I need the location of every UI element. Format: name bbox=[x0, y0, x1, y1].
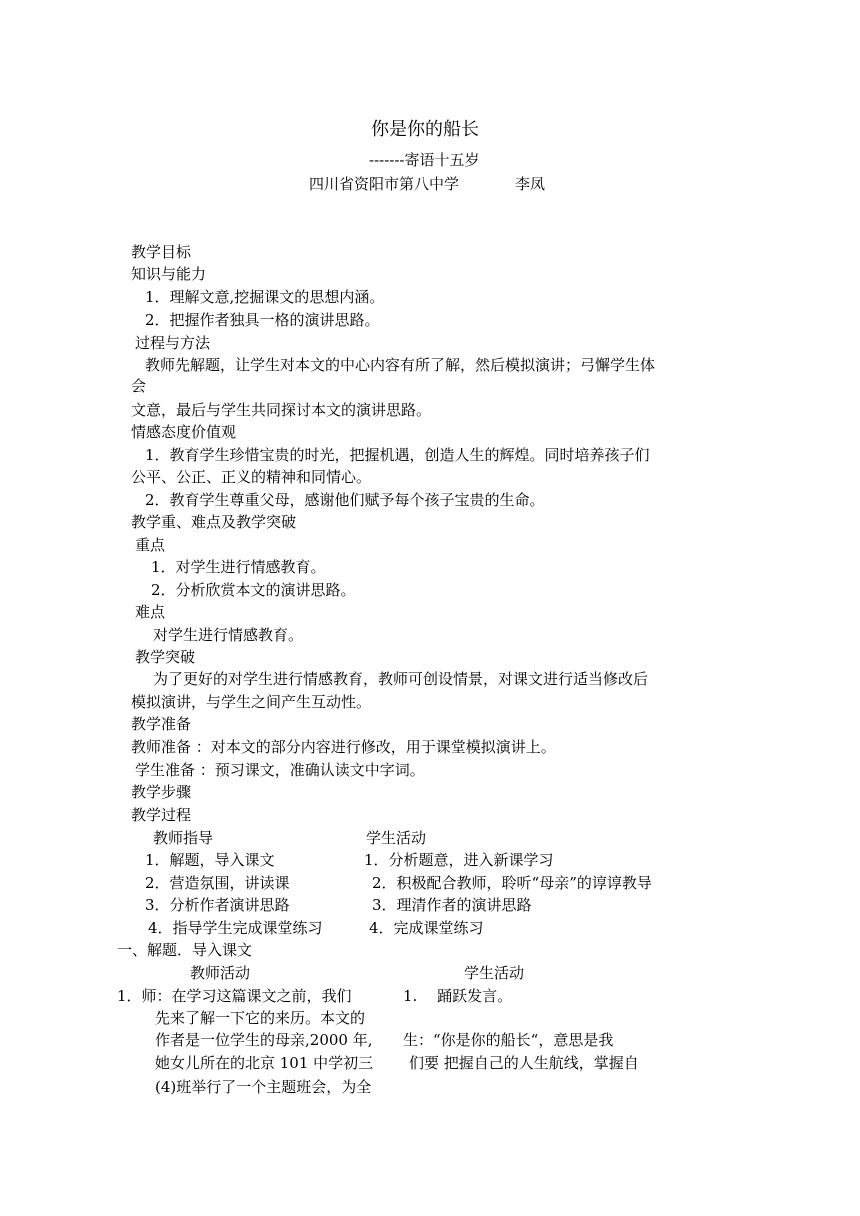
section1-header-teacher: 教师活动 bbox=[190, 964, 251, 982]
section1-student-line: 生：“你是你的船长“，意思是我 bbox=[403, 1031, 614, 1049]
process-teacher-item: 4．指导学生完成课堂练习 bbox=[148, 919, 323, 937]
paragraph-line: 会 bbox=[131, 377, 147, 395]
subheading-focus: 重点 bbox=[135, 536, 166, 554]
section1-student-line: 们要 把握自己的人生航线，掌握自 bbox=[409, 1054, 639, 1072]
section1-teacher-line: 作者是一位学生的母亲,2000 年, bbox=[155, 1031, 373, 1049]
heading-key-points: 教学重、难点及教学突破 bbox=[131, 513, 297, 531]
subheading-difficulty: 难点 bbox=[135, 603, 166, 621]
subheading-attitude: 情感态度价值观 bbox=[131, 423, 237, 441]
subheading-breakthrough: 教学突破 bbox=[135, 648, 196, 666]
author-name: 李凤 bbox=[515, 175, 546, 193]
paragraph-line: 教师先解题，让学生对本文的中心内容有所了解，然后模拟演讲；弓懈学生体 bbox=[145, 356, 656, 374]
process-header-student: 学生活动 bbox=[366, 829, 427, 847]
author-school: 四川省资阳市第八中学 bbox=[309, 175, 460, 193]
heading-process: 教学过程 bbox=[131, 806, 192, 824]
section1-heading: 一、解题．导入课文 bbox=[117, 941, 253, 959]
paragraph-line: 教师准备 ：对本文的部分内容进行修改，用于课堂模拟演讲上。 bbox=[131, 738, 556, 756]
paragraph-line: 学生准备 ：预习课文，准确认读文中字词。 bbox=[135, 761, 425, 779]
section1-teacher-line: 先来了解一下它的来历。本文的 bbox=[155, 1009, 366, 1027]
list-item: 1．理解文意,挖掘课文的思想内涵。 bbox=[145, 288, 385, 306]
heading-preparation: 教学准备 bbox=[131, 715, 192, 733]
process-teacher-item: 1．解题，导入课文 bbox=[145, 851, 275, 869]
paragraph-line: 为了更好的对学生进行情感教育，教师可创设情景，对课文进行适当修改后 bbox=[153, 670, 649, 688]
list-item: 2．把握作者独具一格的演讲思路。 bbox=[145, 311, 380, 329]
section1-teacher-line: (4)班举行了一个主题班会，为全 bbox=[155, 1078, 372, 1096]
paragraph-line: 公平、公正、正义的精神和同情心。 bbox=[131, 468, 372, 486]
process-header-teacher: 教师指导 bbox=[153, 829, 214, 847]
paragraph-line: 文意，最后与学生共同探讨本文的演讲思路。 bbox=[131, 401, 432, 419]
heading-steps: 教学步骤 bbox=[131, 783, 192, 801]
list-item: 1．对学生进行情感教育。 bbox=[151, 558, 326, 576]
paragraph-line: 对学生进行情感教育。 bbox=[153, 626, 304, 644]
process-student-item: 2．积极配合教师，聆听“母亲”的谆谆教导 bbox=[372, 874, 652, 892]
section1-teacher-line: 她女儿所在的北京 101 中学初三 bbox=[155, 1054, 374, 1072]
section1-teacher-line: 1．师：在学习这篇课文之前，我们 bbox=[117, 987, 352, 1005]
doc-title: 你是你的船长 bbox=[371, 119, 479, 140]
process-student-item: 4．完成课堂练习 bbox=[369, 919, 484, 937]
process-teacher-item: 3．分析作者演讲思路 bbox=[145, 896, 290, 914]
process-student-item: 1．分析题意，进入新课学习 bbox=[364, 851, 554, 869]
list-item: 2．教育学生尊重父母，感谢他们赋予每个孩子宝贵的生命。 bbox=[145, 491, 545, 509]
subheading-process: 过程与方法 bbox=[135, 334, 211, 352]
subheading-knowledge: 知识与能力 bbox=[131, 265, 207, 283]
section1-header-student: 学生活动 bbox=[464, 964, 525, 982]
process-teacher-item: 2．营造氛围，讲读课 bbox=[145, 874, 290, 892]
process-student-item: 3．理清作者的演讲思路 bbox=[372, 896, 532, 914]
list-item: 1．教育学生珍惜宝贵的时光，把握机遇，创造人生的辉煌。同时培养孩子们 bbox=[145, 446, 650, 464]
section1-student-line: 1. 踊跃发言。 bbox=[403, 987, 513, 1005]
doc-subtitle: -------寄语十五岁 bbox=[369, 151, 480, 169]
paragraph-line: 模拟演讲，与学生之间产生互动性。 bbox=[131, 693, 372, 711]
list-item: 2．分析欣赏本文的演讲思路。 bbox=[151, 581, 356, 599]
heading-teaching-goals: 教学目标 bbox=[131, 243, 192, 261]
